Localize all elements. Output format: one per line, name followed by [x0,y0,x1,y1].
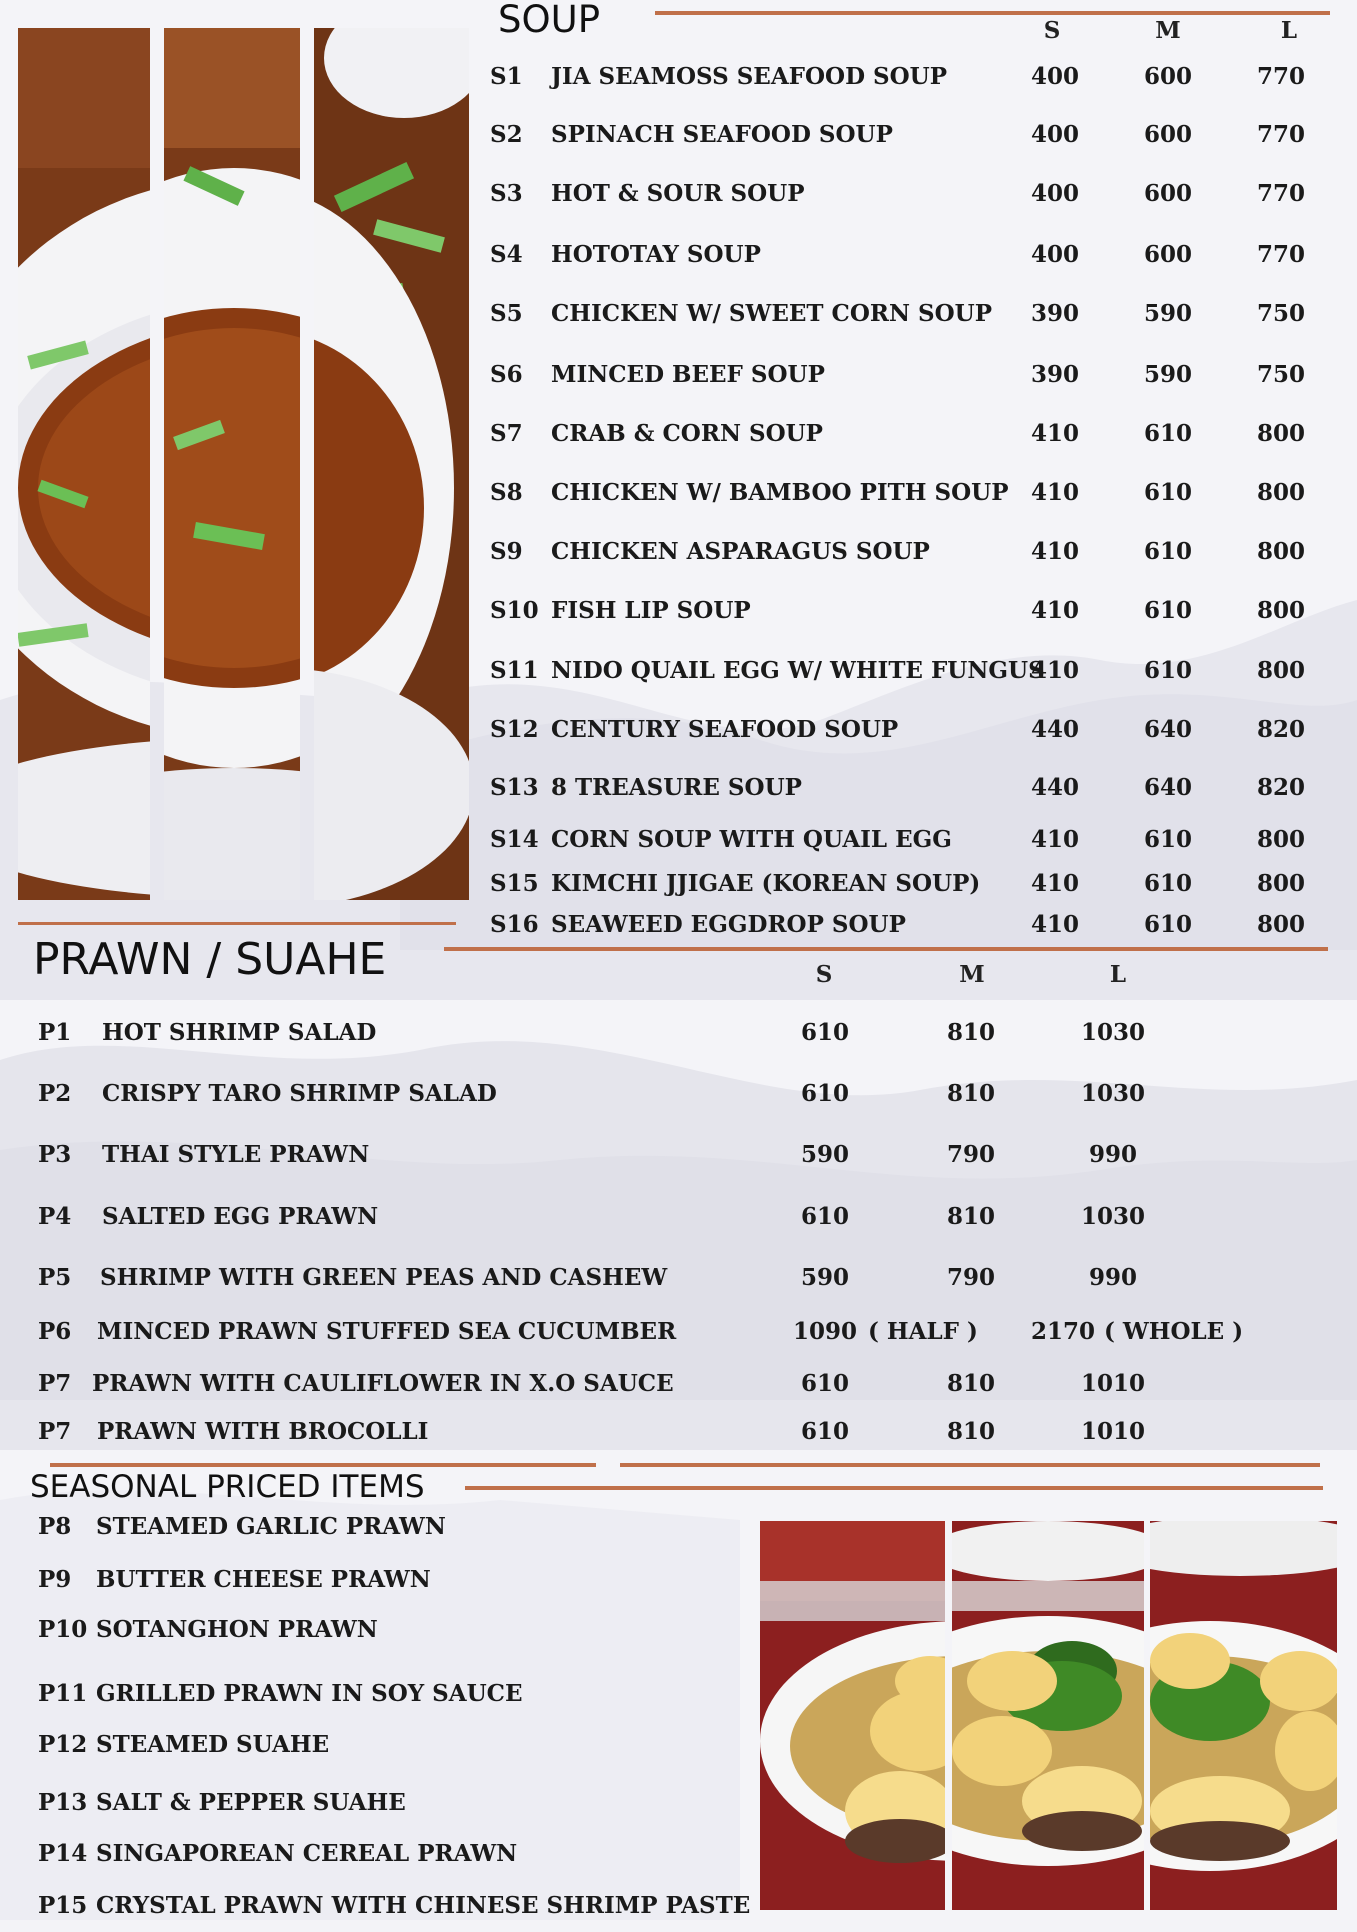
soup-header-l: L [1280,17,1298,44]
soup-menu-row [0,597,1357,637]
price-medium: 610 [1143,420,1192,447]
price-small: 440 [1030,774,1079,801]
price-small: 590 [800,1141,849,1168]
item-code: S15 [490,870,539,897]
price-large: 770 [1256,241,1305,268]
soup-header-m: M [1155,17,1181,44]
item-name: CORN SOUP WITH QUAIL EGG [551,826,952,853]
price-small: 410 [1030,597,1079,624]
item-name: HOT SHRIMP SALAD [102,1019,377,1046]
item-name: PRAWN WITH BROCOLLI [97,1418,429,1445]
item-code: P7 [38,1418,72,1445]
item-code: S1 [490,63,523,90]
item-name: CRISPY TARO SHRIMP SALAD [102,1080,497,1107]
price-small: 400 [1030,63,1079,90]
item-name: STEAMED GARLIC PRAWN [96,1513,446,1540]
item-name: MINCED PRAWN STUFFED SEA CUCUMBER [97,1318,677,1345]
seasonal-title-rule [465,1486,1323,1490]
prawn-menu-row [0,1080,1357,1120]
price-small: 410 [1030,420,1079,447]
price-small: 590 [800,1264,849,1291]
item-code: P3 [38,1141,72,1168]
item-code: S9 [490,538,523,565]
price-medium: 790 [946,1141,995,1168]
soup-menu-row [0,420,1357,460]
item-code: P15 [38,1892,88,1919]
prawn-special-row [0,1318,1357,1358]
price-large: 1030 [1080,1203,1145,1230]
price-small: 610 [800,1203,849,1230]
item-code: S16 [490,911,539,938]
price-large: 800 [1256,420,1305,447]
item-name: CHICKEN W/ BAMBOO PITH SOUP [551,479,1009,506]
item-name: SHRIMP WITH GREEN PEAS AND CASHEW [100,1264,668,1291]
item-name: CRAB & CORN SOUP [551,420,823,447]
price-large: 990 [1088,1264,1137,1291]
prawn-menu-row [0,1141,1357,1181]
soup-menu-row [0,300,1357,340]
seasonal-rule-top-right [620,1463,1320,1467]
dish-photo-strip-1 [760,1521,945,1910]
price-small: 400 [1030,180,1079,207]
price-large: 1010 [1080,1370,1145,1397]
item-code: S12 [490,716,539,743]
price-medium: 610 [1143,911,1192,938]
price-large: 820 [1256,716,1305,743]
price-small: 410 [1030,479,1079,506]
price-small: 410 [1030,538,1079,565]
item-name: JIA SEAMOSS SEAFOOD SOUP [551,63,948,90]
item-code: P12 [38,1731,88,1758]
prawn-header-s: S [815,961,833,988]
item-code: S7 [490,420,523,447]
item-code: P7 [38,1370,72,1397]
item-name: PRAWN WITH CAULIFLOWER IN X.O SAUCE [92,1370,674,1397]
soup-menu-row [0,180,1357,220]
price-medium: 640 [1143,716,1192,743]
price-large: 770 [1256,180,1305,207]
soup-title: SOUP [498,0,601,41]
prawn-menu-row [0,1370,1357,1410]
soup-menu-row [0,870,1357,910]
item-name: HOTOTAY SOUP [551,241,761,268]
soup-header-s: S [1043,17,1061,44]
price-large: 800 [1256,657,1305,684]
item-name: SINGAPOREAN CEREAL PRAWN [96,1840,518,1867]
price-medium: 610 [1143,597,1192,624]
item-code: P10 [38,1616,88,1643]
item-code: P4 [38,1203,72,1230]
prawn-title-rule-right [444,947,1328,951]
price-large: 750 [1256,361,1305,388]
item-name: CENTURY SEAFOOD SOUP [551,716,899,743]
item-name: MINCED BEEF SOUP [551,361,825,388]
item-code: P11 [38,1680,88,1707]
price-small: 610 [800,1080,849,1107]
item-code: P5 [38,1264,72,1291]
soup-menu-row [0,361,1357,401]
item-name: SOTANGHON PRAWN [96,1616,378,1643]
price-medium: 600 [1143,63,1192,90]
item-code: P8 [38,1513,72,1540]
price-medium: 810 [946,1203,995,1230]
item-code: P9 [38,1566,72,1593]
item-name: NIDO QUAIL EGG W/ WHITE FUNGUS [551,657,1045,684]
soup-menu-row [0,121,1357,161]
price-half: 1090 [792,1318,857,1345]
item-code: S11 [490,657,539,684]
price-small: 610 [800,1019,849,1046]
price-small: 410 [1030,870,1079,897]
item-name: THAI STYLE PRAWN [102,1141,370,1168]
price-large: 1010 [1080,1418,1145,1445]
item-code: S5 [490,300,523,327]
price-large: 800 [1256,870,1305,897]
price-medium: 790 [946,1264,995,1291]
seasonal-rule-top-left [50,1463,596,1467]
prawn-menu-row [0,1019,1357,1059]
prawn-header-m: M [959,961,985,988]
item-name: STEAMED SUAHE [96,1731,330,1758]
prawn-title-rule-left [18,922,456,925]
price-medium: 600 [1143,180,1192,207]
price-medium: 610 [1143,538,1192,565]
price-small: 440 [1030,716,1079,743]
price-small: 410 [1030,911,1079,938]
price-medium: 590 [1143,361,1192,388]
item-name: SEAWEED EGGDROP SOUP [551,911,906,938]
label-whole: ( WHOLE ) [1104,1318,1244,1345]
price-large: 800 [1256,911,1305,938]
item-name: CRYSTAL PRAWN WITH CHINESE SHRIMP PASTE [96,1892,751,1919]
price-medium: 810 [946,1370,995,1397]
prawn-menu-row [0,1264,1357,1304]
dish-photo-strip-3 [1150,1521,1337,1910]
item-name: SALT & PEPPER SUAHE [96,1789,406,1816]
price-medium: 590 [1143,300,1192,327]
price-small: 390 [1030,361,1079,388]
price-medium: 600 [1143,241,1192,268]
item-code: P6 [38,1318,72,1345]
price-small: 410 [1030,826,1079,853]
price-medium: 600 [1143,121,1192,148]
price-large: 770 [1256,63,1305,90]
item-name: SALTED EGG PRAWN [102,1203,379,1230]
item-name: SPINACH SEAFOOD SOUP [551,121,893,148]
price-medium: 810 [946,1418,995,1445]
soup-menu-row [0,826,1357,866]
price-whole: 2170 [1030,1318,1095,1345]
item-code: S3 [490,180,523,207]
price-large: 750 [1256,300,1305,327]
price-medium: 610 [1143,479,1192,506]
prawn-menu-row [0,1418,1357,1458]
price-medium: 610 [1143,826,1192,853]
soup-menu-row [0,716,1357,756]
soup-menu-row [0,241,1357,281]
price-medium: 640 [1143,774,1192,801]
item-name: BUTTER CHEESE PRAWN [96,1566,431,1593]
item-name: 8 TREASURE SOUP [551,774,802,801]
price-large: 1030 [1080,1019,1145,1046]
seasonal-title: SEASONAL PRICED ITEMS [30,1469,425,1505]
item-code: P14 [38,1840,88,1867]
item-code: S14 [490,826,539,853]
price-small: 390 [1030,300,1079,327]
price-small: 400 [1030,121,1079,148]
item-name: KIMCHI JJIGAE (KOREAN SOUP) [551,870,981,897]
soup-menu-row [0,63,1357,103]
price-large: 800 [1256,479,1305,506]
price-large: 990 [1088,1141,1137,1168]
soup-menu-row [0,538,1357,578]
price-small: 610 [800,1418,849,1445]
item-name: CHICKEN ASPARAGUS SOUP [551,538,930,565]
price-large: 800 [1256,538,1305,565]
price-large: 770 [1256,121,1305,148]
item-code: S10 [490,597,539,624]
price-large: 1030 [1080,1080,1145,1107]
price-medium: 810 [946,1019,995,1046]
price-medium: 810 [946,1080,995,1107]
item-name: FISH LIP SOUP [551,597,751,624]
item-code: S8 [490,479,523,506]
price-small: 410 [1030,657,1079,684]
price-medium: 610 [1143,657,1192,684]
prawn-title: PRAWN / SUAHE [33,934,387,985]
item-code: S13 [490,774,539,801]
soup-menu-row [0,479,1357,519]
item-code: P13 [38,1789,88,1816]
price-large: 820 [1256,774,1305,801]
item-name: CHICKEN W/ SWEET CORN SOUP [551,300,992,327]
price-small: 610 [800,1370,849,1397]
soup-title-rule [655,11,1330,15]
prawn-menu-row [0,1203,1357,1243]
item-code: P1 [38,1019,72,1046]
prawn-header-l: L [1109,961,1127,988]
item-code: S2 [490,121,523,148]
soup-menu-row [0,657,1357,697]
label-half: ( HALF ) [868,1318,978,1345]
price-small: 400 [1030,241,1079,268]
soup-menu-row [0,774,1357,814]
item-name: GRILLED PRAWN IN SOY SAUCE [96,1680,523,1707]
item-code: S6 [490,361,523,388]
item-code: S4 [490,241,523,268]
price-medium: 610 [1143,870,1192,897]
item-name: HOT & SOUR SOUP [551,180,805,207]
price-large: 800 [1256,597,1305,624]
price-large: 800 [1256,826,1305,853]
dish-photo-strip-2 [952,1521,1144,1910]
item-code: P2 [38,1080,72,1107]
